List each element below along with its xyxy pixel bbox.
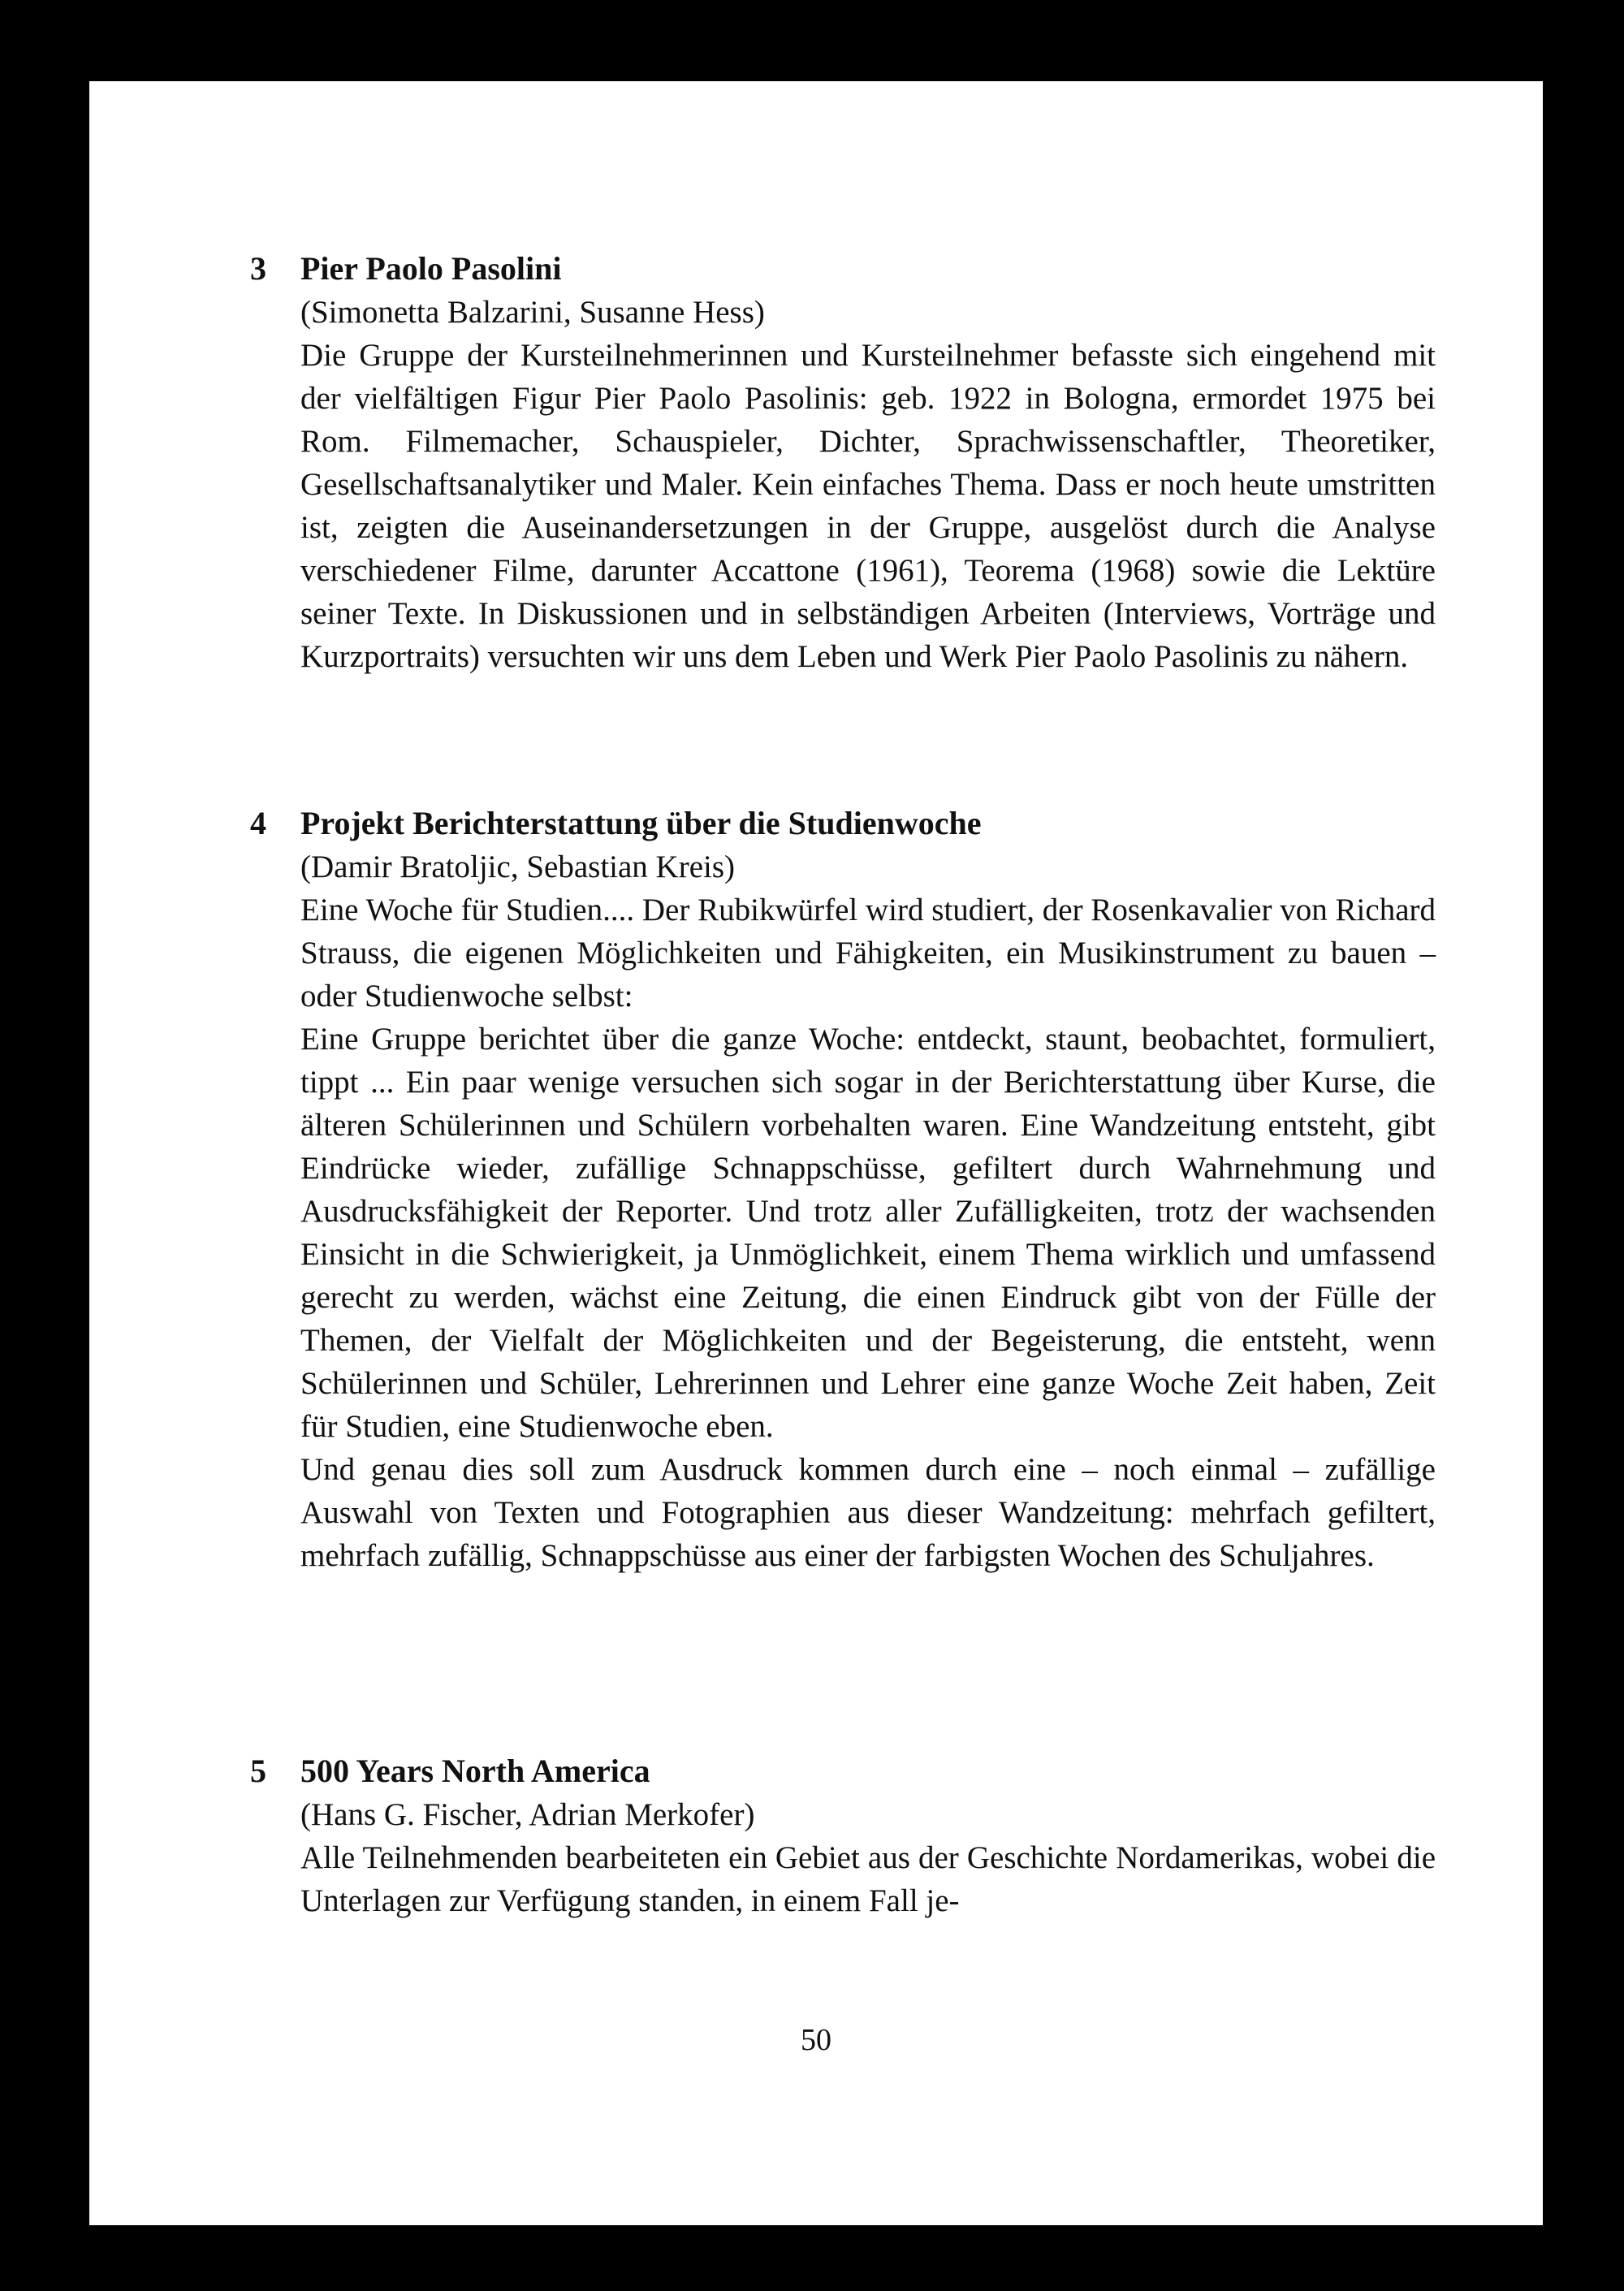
section-paragraph: Die Gruppe der Kursteilnehmerinnen und Kursteilnehmer befasste sich eingehend mit der vielfältigen Figur Pier Paolo Pasolinis: geb. 1922 in Bologna, ermordet 1975 bei Rom. Filmemacher, Schauspieler, Dichter, Sprachwissenschaftler, Theoretiker, Gesellschaftsanalytiker und Maler. Kein einfaches Thema. Dass er noch heute umstritten ist, zeigten die Auseinandersetzungen in der Gruppe, ausgelöst durch die Analyse verschiedener Filme, darunter Accattone (1961), Teorema (1968) sowie die Lektüre seiner Texte. In Diskussionen und in selbständigen Arbeiten (Interviews, Vorträge und Kurzportraits) versuchten wir uns dem Leben und Werk Pier Paolo Pasolinis zu nähern. — [300, 338, 1436, 674]
section-body — [300, 1749, 1436, 1922]
section-number: 5 — [250, 1753, 266, 1789]
section-authors: (Simonetta Balzarini, Susanne Hess) — [300, 295, 765, 330]
section-paragraph: Eine Woche für Studien.... Der Rubikwürfel wird studiert, der Rosenkavalier von Richard Strauss, die eigenen Möglichkeiten und Fähigkeiten, ein Musikinstrument zu bauen – oder Studienwoche selbst: — [300, 893, 1436, 1014]
section-authors: (Damir Bratoljic, Sebastian Kreis) — [300, 849, 736, 884]
document-page — [89, 81, 1543, 2225]
section-title: 500 Years North America — [300, 1753, 650, 1789]
page-number: 50 — [801, 2023, 831, 2057]
section-number: 4 — [250, 805, 266, 841]
section-body — [300, 247, 1436, 678]
section-title: Pier Paolo Pasolini — [300, 250, 562, 287]
section-body — [300, 802, 1436, 1577]
section-paragraph: Eine Gruppe berichtet über die ganze Woche: entdeckt, staunt, beobachtet, formuliert, tippt ... Ein paar wenige versuchen sich sogar in der Berichterstattung über Kurse, die älteren Schülerinnen und Schülern vorbehalten waren. Eine Wandzeitung entsteht, gibt Eindrücke wieder, zufällige Schnappschüsse, gefiltert durch Wahrnehmung und Ausdrucksfähigkeit der Reporter. Und trotz aller Zufälligkeiten, trotz der wachsenden Einsicht in die Schwierigkeit, ja Unmöglichkeit, einem Thema wirklich und umfassend gerecht zu werden, wächst eine Zeitung, die einen Eindruck gibt von der Fülle der Themen, der Vielfalt der Möglichkeiten und der Begeisterung, die entsteht, wenn Schülerinnen und Schüler, Lehrerinnen und Lehrer eine ganze Woche Zeit haben, Zeit für Studien, eine Studienwoche eben. — [300, 1022, 1436, 1444]
section-title: Projekt Berichterstattung über die Studienwoche — [300, 805, 982, 841]
section-paragraph: Alle Teilnehmenden bearbeiteten ein Gebiet aus der Geschichte Nordamerikas, wobei die Unterlagen zur Verfügung standen, in einem Fall je- — [300, 1840, 1436, 1918]
section-number: 3 — [250, 250, 266, 287]
section-authors: (Hans G. Fischer, Adrian Merkofer) — [300, 1797, 755, 1832]
section-paragraph: Und genau dies soll zum Ausdruck kommen durch eine – noch einmal – zufällige Auswahl von Texten und Fotographien aus dieser Wandzeitung: mehrfach gefiltert, mehrfach zufällig, Schnappschüsse aus einer der farbigsten Wochen des Schuljahres. — [300, 1452, 1436, 1573]
